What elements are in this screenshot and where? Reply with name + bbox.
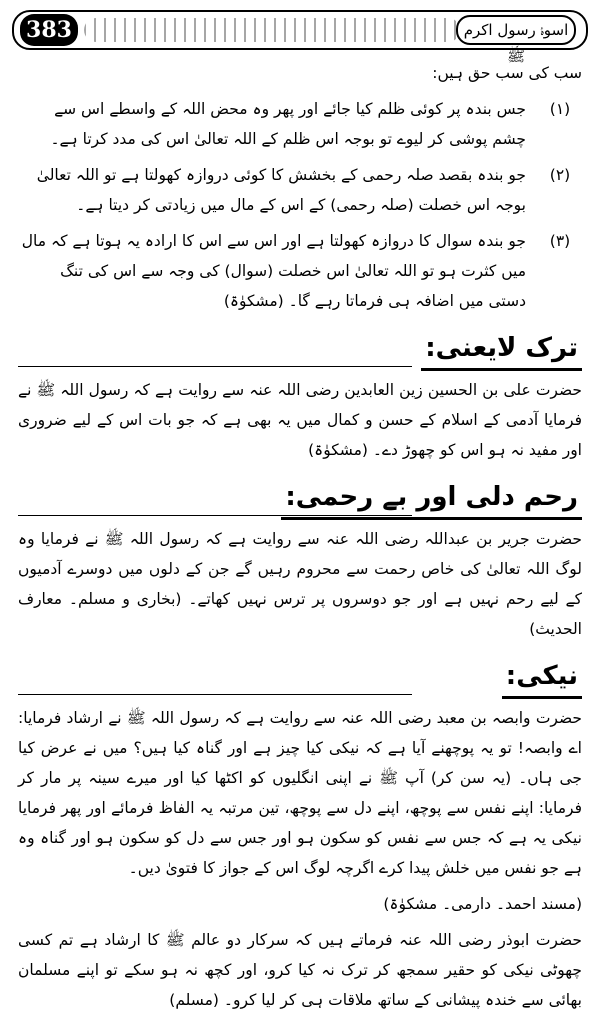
page-number: 383 [20, 14, 78, 46]
section-heading-wrap [18, 650, 582, 703]
page-content [18, 58, 582, 1021]
section-heading-wrap [18, 471, 582, 524]
list-text: جو بندہ بقصد صلہ رحمی کے بخشش کا کوئی دروازہ کھولتا ہے تو اللہ تعالیٰ بوجہ اس خصلت (صلہ رحمی) کے اس کے مال میں زیادتی کر دیتا ہے۔ [36, 166, 526, 214]
section-heading: رحم دلی اور بے رحمی: [281, 477, 582, 520]
section-body: حضرت علی بن الحسین زین العابدین رضی اللہ عنہ سے روایت ہے کہ رسول اللہ ﷺ نے فرمایا آدمی کے اسلام کے حسن و کمال میں یہ بھی ہے کہ جو بات اس کے لیے ضروری اور مفید نہ ہو اس کو چھوڑ دے۔ (مشکوٰۃ) [18, 381, 582, 459]
heading-rule [18, 515, 412, 516]
heading-rule [18, 694, 412, 695]
list-item [18, 94, 582, 154]
list-item [18, 226, 582, 316]
section-heading: ترک لایعنی: [421, 328, 582, 371]
reference: (مسند احمد۔ دارمی۔ مشکوٰۃ) [383, 895, 582, 913]
intro-line: سب کی سب حق ہیں: [432, 64, 582, 82]
closing-paragraph: حضرت ابوذر رضی اللہ عنہ فرماتے ہیں کہ سرکار دو عالم ﷺ کا ارشاد ہے تم کسی چھوٹی نیکی کو حقیر سمجھ کر ترک نہ کیا کرو، اور کچھ نہ ہو سکے تو اپنے مسلمان بھائی سے خندہ پیشانی کے ساتھ ملاقات ہی کر لیا کرو۔ (مسلم) [18, 931, 582, 1009]
heading-rule [18, 366, 412, 367]
list-item [18, 160, 582, 220]
section-heading-wrap [18, 322, 582, 375]
list-text: جو بندہ سوال کا دروازہ کھولتا ہے اور اس سے اس کا ارادہ یہ ہوتا ہے کہ مال میں کثرت ہو تو اللہ تعالیٰ اس خصلت (سوال) کی وجہ سے اس کی تنگ دستی میں اضافہ ہی فرماتا رہے گا۔ (مشکوٰۃ) [21, 232, 526, 310]
page-header [12, 10, 588, 65]
section-body: حضرت جریر بن عبداللہ رضی اللہ عنہ سے روایت ہے کہ رسول اللہ ﷺ نے فرمایا وہ لوگ اللہ تعالیٰ کی خاص رحمت سے محروم رہیں گے جن کے دلوں میں دوسرے آدمیوں کے لیے رحم نہیں ہے اور جو دوسروں پر ترس نہیں کھاتے۔ (بخاری و مسلم۔ معارف الحدیث) [18, 530, 582, 638]
running-title: اسوۂ رسول اکرم ﷺ [456, 15, 576, 45]
section-heading: نیکی: [502, 656, 582, 699]
list-number: (۲) [549, 166, 571, 184]
list-number: (۱) [549, 100, 571, 118]
header-ornament [84, 18, 460, 42]
section-body: حضرت وابصہ بن معبد رضی اللہ عنہ سے روایت ہے کہ رسول اللہ ﷺ نے ارشاد فرمایا: اے وابصہ! تو یہ پوچھنے آیا ہے کہ نیکی کیا چیز ہے اور گناہ کیا ہیں؟ میں نے عرض کیا جی ہاں۔ (یہ سن کر) آپ ﷺ نے اپنی انگلیوں کو اکٹھا کیا اور میرے سینہ پر مار کر فرمایا: اپنے نفس سے پوچھ، اپنے دل سے پوچھ، تین مرتبہ یہ الفاظ فرمائے اور پھر فرمایا نیکی یہ ہے کہ جس سے نفس کو سکون ہو اور جس سے دل کو سکون ہو اور گناہ وہ ہے جو نفس میں خلش پیدا کرے اگرچہ لوگ اس کے جواز کا فتویٰ دیں۔ [18, 709, 582, 877]
list-text: جس بندہ پر کوئی ظلم کیا جائے اور پھر وہ محض اللہ کے واسطے اس سے چشم پوشی کر لیوے تو بوجہ اس ظلم کے اللہ تعالیٰ اس کی مدد کرتا ہے۔ [50, 100, 526, 148]
list-number: (۳) [549, 232, 571, 250]
